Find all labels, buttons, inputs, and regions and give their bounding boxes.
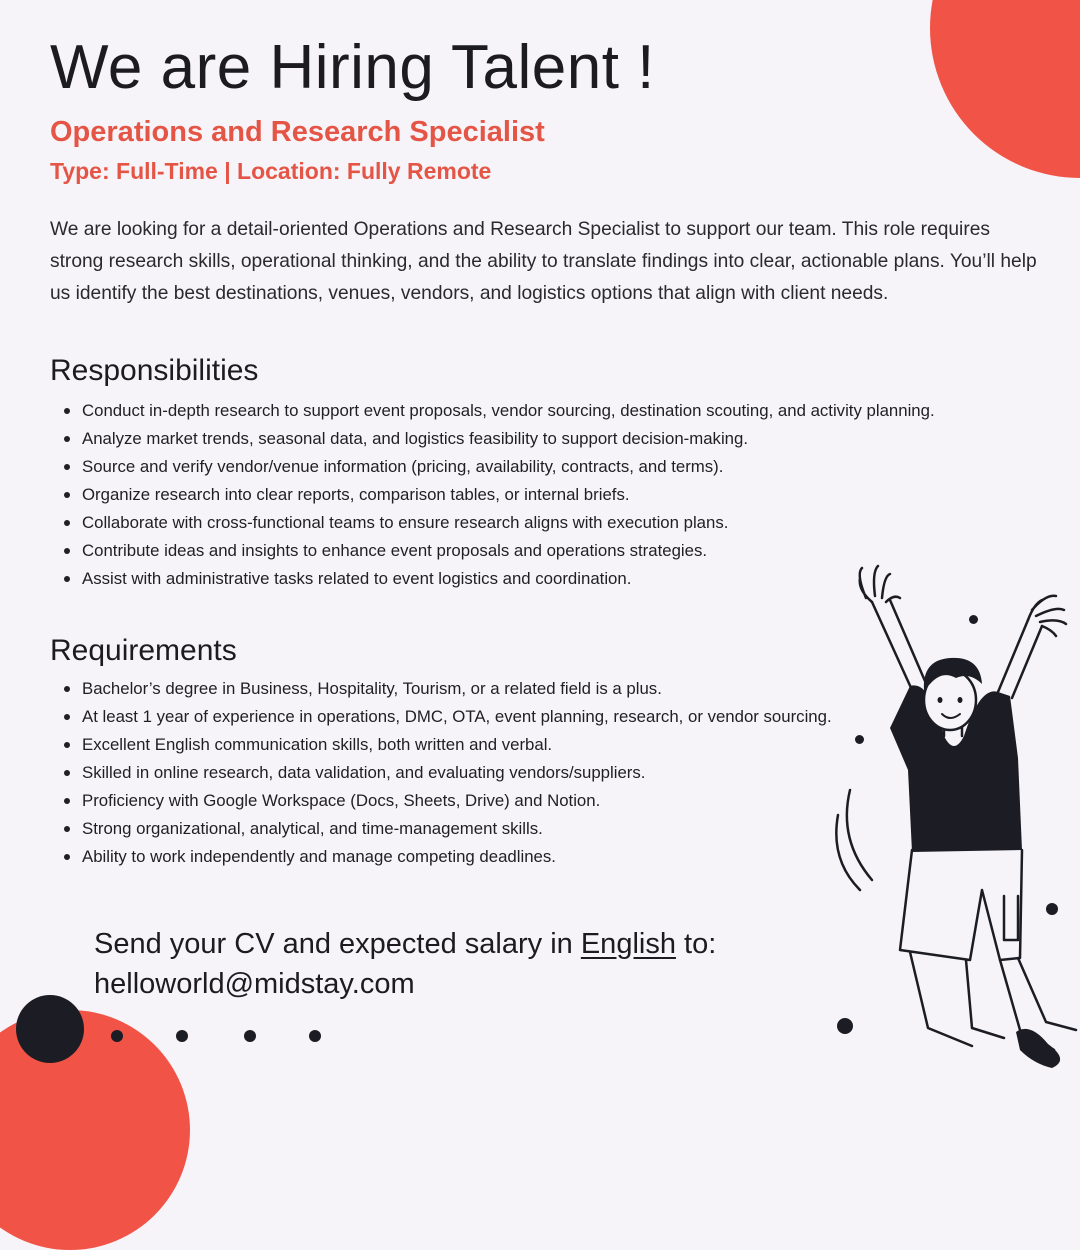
list-item: Conduct in-depth research to support event proposals, vendor sourcing, destination scouting, and activity planning. xyxy=(82,397,977,425)
list-item: Collaborate with cross-functional teams to ensure research aligns with execution plans. xyxy=(82,509,977,537)
list-item: Bachelor’s degree in Business, Hospitality, Tourism, or a related field is a plus. xyxy=(82,675,862,703)
list-item: Analyze market trends, seasonal data, and logistics feasibility to support decision-making. xyxy=(82,425,977,453)
list-item: Excellent English communication skills, both written and verbal. xyxy=(82,731,862,759)
list-item: Proficiency with Google Workspace (Docs, Sheets, Drive) and Notion. xyxy=(82,787,862,815)
requirements-list xyxy=(82,675,862,871)
list-item: Source and verify vendor/venue information (pricing, availability, contracts, and terms). xyxy=(82,453,977,481)
celebrating-man-illustration xyxy=(820,560,1080,1080)
decor-dot xyxy=(111,1030,123,1042)
requirements-heading: Requirements xyxy=(50,634,237,667)
responsibilities-heading: Responsibilities xyxy=(50,354,259,387)
list-item: Assist with administrative tasks related to event logistics and coordination. xyxy=(82,565,977,593)
list-item: Contribute ideas and insights to enhance event proposals and operations strategies. xyxy=(82,537,977,565)
job-description: We are looking for a detail-oriented Operations and Research Specialist to support our team. This role requires strong research skills, operational thinking, and the ability to translate findings into clear, actionable plans. You’ll help us identify the best destinations, venues, vendors, and logistics options that align with client needs. xyxy=(50,219,1037,304)
cta-language: English xyxy=(580,928,676,960)
job-type-location: Type: Full-Time | Location: Fully Remote xyxy=(50,158,492,184)
list-item: Organize research into clear reports, comparison tables, or internal briefs. xyxy=(82,481,977,509)
list-item: Skilled in online research, data validation, and evaluating vendors/suppliers. xyxy=(82,759,862,787)
job-title: Operations and Research Specialist xyxy=(50,116,545,148)
decor-black-circle xyxy=(16,995,84,1063)
decor-dot xyxy=(309,1030,321,1042)
list-item: Strong organizational, analytical, and time-management skills. xyxy=(82,815,862,843)
cta-text-prefix: Send your CV and expected salary in xyxy=(94,928,581,960)
application-instructions xyxy=(94,924,716,1004)
contact-email[interactable]: helloworld@midstay.com xyxy=(94,968,415,1000)
decor-dot xyxy=(244,1030,256,1042)
list-item: Ability to work independently and manage competing deadlines. xyxy=(82,843,862,871)
page-title: We are Hiring Talent ! xyxy=(50,33,655,102)
cta-text-suffix: to: xyxy=(675,928,717,960)
decor-dot xyxy=(176,1030,188,1042)
decor-circle-top-right xyxy=(930,0,1080,178)
list-item: At least 1 year of experience in operations, DMC, OTA, event planning, research, or vendor sourcing. xyxy=(82,703,862,731)
